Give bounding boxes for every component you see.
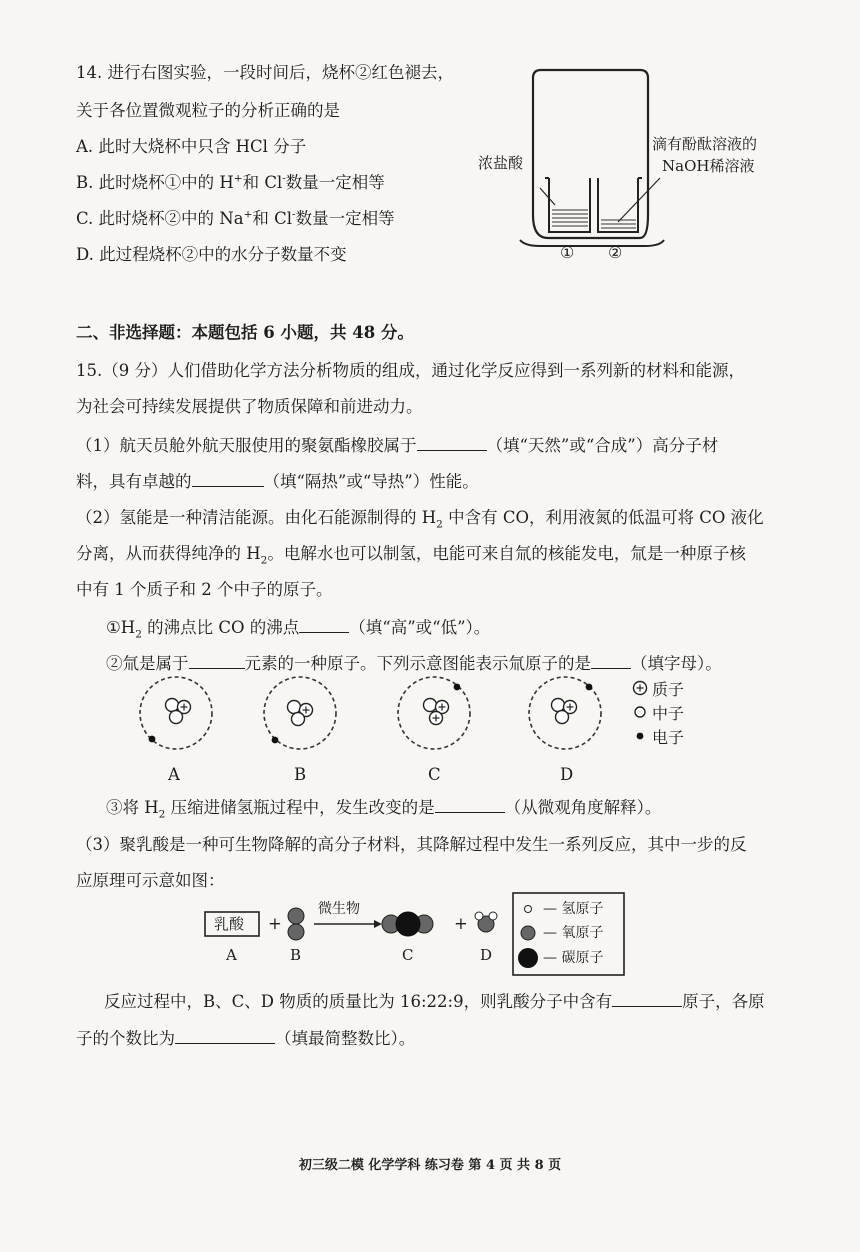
reaction-label-a: A	[226, 946, 237, 964]
legend-proton: 质子	[652, 680, 685, 699]
q15-p3-line1: （3）聚乳酸是一种可生物降解的高分子材料，其降解过程中发生一系列反应，其中一步的反	[76, 835, 747, 854]
q15-final-line2: 子的个数比为 （填最简整数比）。	[76, 1029, 416, 1048]
q15-p3-line2: 应原理可示意如图：	[76, 871, 225, 890]
label-naoh-line1: 滴有酚酞溶液的	[652, 135, 758, 153]
reaction-plus-2: +	[454, 914, 468, 933]
reaction-box-text: 乳酸	[214, 915, 245, 933]
q15-p2-line1: （2）氢能是一种清洁能源。由化石能源制得的 $H_2$ 中含有 CO，利用液氮的低温可将 CO 液化	[76, 508, 764, 531]
q15-sub1: $①H_2$ 的沸点比 CO 的沸点 （填“高”或“低”）。	[106, 618, 491, 641]
reaction-label-d: D	[480, 946, 493, 964]
reaction-label-c: C	[402, 946, 414, 964]
q14-option-b: B. 此时烧杯①中的 H+和 Cl-数量一定相等	[76, 172, 385, 192]
label-naoh-line2: NaOH稀溶液	[662, 157, 755, 175]
reaction-legend-c: — 碳原子	[543, 950, 604, 966]
legend-neutron: 中子	[652, 704, 685, 723]
answer-blank-8[interactable]	[175, 1027, 275, 1044]
q15-header-line1: 15.（9 分）人们借助化学方法分析物质的组成，通过化学反应得到一系列新的材料和能源，	[76, 361, 745, 380]
q15-final-line1: 反应过程中，B、C、D 物质的质量比为 16:22:9，则乳酸分子中含有 原子，各原	[104, 992, 765, 1011]
oxygen-legend-icon	[521, 926, 535, 940]
q15-sub2: ②氚是属于 元素的一种原子。下列示意图能表示氚原子的是 （填字母）。	[106, 654, 722, 673]
reaction-plus-1: +	[268, 914, 282, 933]
atom-label-d: D	[560, 765, 574, 784]
q14-option-d: D. 此过程烧杯②中的水分子数量不变	[76, 245, 347, 264]
beaker-2-label: ②	[608, 243, 623, 262]
section2-title: 二、非选择题：本题包括 6 小题，共 48 分。	[76, 323, 414, 342]
q14-option-a: A. 此时大烧杯中只含 HCl 分子	[76, 137, 307, 156]
reaction-legend-h: — 氢原子	[543, 901, 604, 917]
q15-sub3: ③将 $H_2$ 压缩进储氢瓶过程中，发生改变的是 （从微观角度解释）。	[106, 798, 662, 821]
q15-p1-line2: 料，具有卓越的 （填“隔热”或“导热”）性能。	[76, 472, 479, 491]
q14-option-c: C. 此时烧杯②中的 Na+和 Cl-数量一定相等	[76, 208, 395, 228]
atom-label-c: C	[428, 765, 441, 784]
q15-p2-line3: 中有 1 个质子和 2 个中子的原子。	[76, 580, 333, 599]
label-conc-hcl: 浓盐酸	[478, 154, 524, 172]
q14-stem-line2: 关于各位置微观粒子的分析正确的是	[76, 101, 340, 120]
reaction-arrow-text: 微生物	[318, 901, 360, 917]
q15-header-line2: 为社会可持续发展提供了物质保障和前进动力。	[76, 397, 423, 416]
hydrogen-legend-icon	[525, 906, 532, 913]
atom-label-a: A	[168, 765, 180, 784]
reaction-label-b: B	[290, 946, 302, 964]
carbon-legend-icon	[518, 948, 538, 968]
q14-stem-line1: 14. 进行右图实验，一段时间后，烧杯②红色褪去，	[76, 63, 454, 82]
q15-p2-line2: 分离，从而获得纯净的 $H_2$。电解水也可以制氢，电能可来自氚的核能发电，氚是一种原子核	[76, 544, 746, 567]
reaction-legend-o: — 氧原子	[543, 925, 604, 941]
legend-electron: 电子	[652, 728, 685, 747]
atom-label-b: B	[294, 765, 307, 784]
page-footer: 初三级二模 化学学科 练习卷 第 4 页 共 8 页	[298, 1158, 562, 1173]
q15-p1-line1: （1）航天员舱外航天服使用的聚氨酯橡胶属于 （填“天然”或“合成”）高分子材	[76, 436, 719, 455]
beaker-1-label: ①	[560, 243, 575, 262]
answer-blank-7[interactable]	[612, 990, 682, 1007]
